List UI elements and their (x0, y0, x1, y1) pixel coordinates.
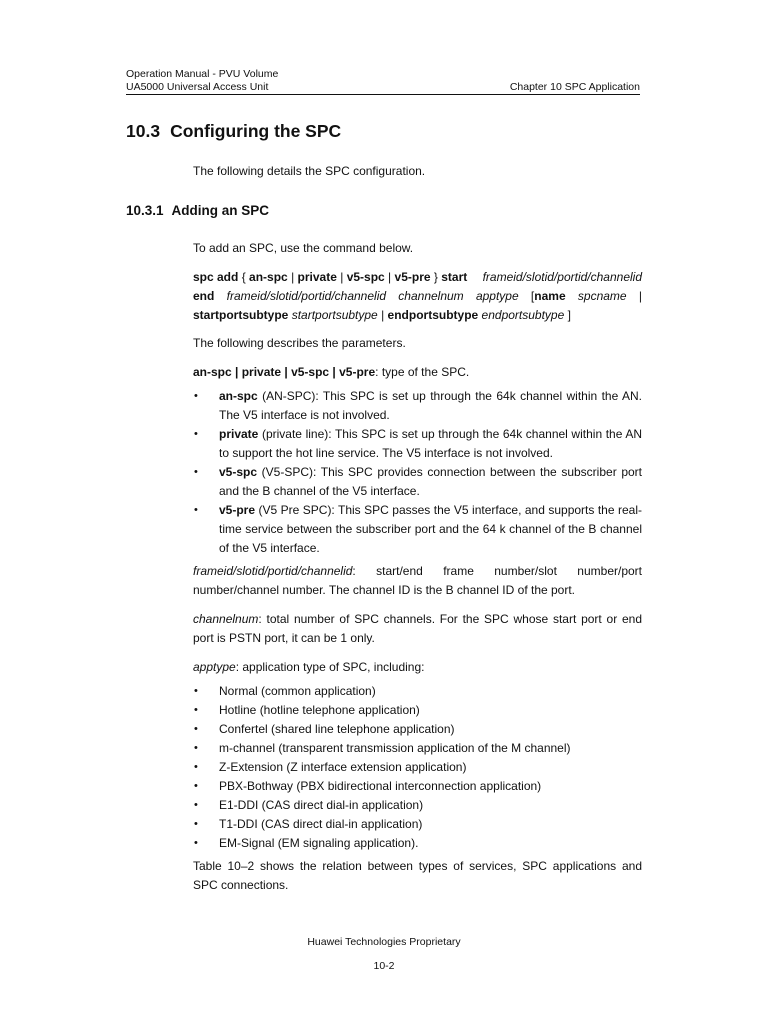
bullet-desc: (V5 Pre SPC): This SPC passes the V5 interface, and supports the real-time service between the subscriber port and the 64 k channel of the B channel of the V5 interface. (219, 503, 642, 555)
bullet-term: private (219, 427, 259, 441)
bullet-term: v5-spc (219, 465, 258, 479)
table-reference-paragraph: Table 10–2 shows the relation between types of services, SPC applications and SPC connections. (193, 859, 642, 892)
subsection-number: 10.3.1 (126, 203, 164, 218)
header-manual-title: Operation Manual - PVU Volume (126, 68, 279, 80)
apptype-term: apptype (193, 660, 236, 674)
cmd-keyword: name (534, 289, 566, 303)
list-item: • Hotline (hotline telephone application) (193, 701, 642, 720)
cmd-param: endportsubtype (481, 308, 565, 322)
list-item: • m-channel (transparent transmission application of the M channel) (193, 739, 642, 758)
section-title: Configuring the SPC (170, 121, 342, 141)
footer-company: Huawei Technologies Proprietary (307, 936, 461, 948)
list-item: • T1-DDI (CAS direct dial-in application) (193, 815, 642, 834)
list-item (193, 463, 642, 501)
cmd-param: frameid/slotid/portid/channelid (482, 270, 642, 284)
cmd-keyword: end (193, 289, 215, 303)
cmd-param: spcname (577, 289, 627, 303)
cmd-keyword: private (297, 270, 337, 284)
cmd-keyword: endportsubtype (387, 308, 479, 322)
cmd-keyword: startportsubtype (193, 308, 289, 322)
list-item: • PBX-Bothway (PBX bidirectional interconnection application) (193, 777, 642, 796)
cmd-text: | (287, 270, 298, 284)
bullet-term: an-spc (219, 389, 258, 403)
header-left (126, 68, 278, 94)
subsection-title: Adding an SPC (171, 203, 270, 218)
cmd-keyword: v5-spc (346, 270, 385, 284)
bullet-term: v5-pre (219, 503, 256, 517)
section-heading (126, 121, 341, 142)
type-term: an-spc | private | v5-spc | v5-pre (193, 365, 376, 379)
cmd-keyword: an-spc (249, 270, 288, 284)
cmd-text: ] (564, 308, 571, 322)
command-syntax (193, 268, 642, 325)
cmd-param: startportsubtype (291, 308, 378, 322)
header-product-name: UA5000 Universal Access Unit (126, 81, 269, 93)
cmd-text: { (238, 270, 250, 284)
channelnum-desc: : total number of SPC channels. For the SPC whose start port or end port is PSTN port, it can be 1 only. (193, 612, 642, 645)
frame-desc: : start/end frame number/slot number/port number/channel number. The channel ID is the B channel ID of the port. (193, 564, 642, 597)
intro-paragraph: The following details the SPC configuration. (193, 164, 426, 178)
list-item: • E1-DDI (CAS direct dial-in application) (193, 796, 642, 815)
cmd-keyword: spc add (193, 270, 239, 284)
list-item: • Z-Extension (Z interface extension application) (193, 758, 642, 777)
cmd-param: channelnum (398, 289, 464, 303)
list-item: • Confertel (shared line telephone application) (193, 720, 642, 739)
apptype-desc: : application type of SPC, including: (235, 660, 425, 674)
cmd-param: frameid/slotid/portid/channelid (226, 289, 387, 303)
cmd-keyword: v5-pre (394, 270, 431, 284)
list-item: • Normal (common application) (193, 682, 642, 701)
list-item (193, 387, 642, 425)
cmd-text: | (336, 270, 347, 284)
section-number: 10.3 (126, 121, 161, 141)
type-bullet-list (193, 387, 642, 558)
params-paragraph: The following describes the parameters. (193, 336, 406, 350)
bullet-desc: (AN-SPC): This SPC is set up through the 64k channel within the AN. The V5 interface is not involved. (219, 389, 642, 422)
cmd-text: } (430, 270, 442, 284)
footer-page-number: 10-2 (373, 960, 395, 972)
apptype-paragraph (193, 658, 642, 677)
bullet-desc: (V5-SPC): This SPC provides connection between the subscriber port and the B channel of the V5 interface. (219, 465, 642, 498)
cmd-text: | (384, 270, 395, 284)
type-desc: : type of the SPC. (375, 365, 470, 379)
list-item (193, 501, 642, 558)
header-rule (126, 94, 640, 95)
channelnum-paragraph (193, 610, 642, 648)
frame-param-paragraph (193, 562, 642, 600)
apptype-bullet-list (193, 682, 642, 853)
bullet-desc: (private line): This SPC is set up through the 64k channel within the AN to support the hot line service. The V5 interface is not involved. (219, 427, 642, 460)
add-spc-paragraph: To add an SPC, use the command below. (193, 241, 414, 255)
header-chapter: Chapter 10 SPC Application (509, 81, 640, 93)
cmd-text: [ (530, 289, 535, 303)
frame-term: frameid/slotid/portid/channelid (193, 564, 353, 578)
cmd-param: apptype (475, 289, 519, 303)
subsection-heading (126, 203, 269, 218)
type-line (193, 363, 642, 382)
channelnum-term: channelnum (193, 612, 259, 626)
cmd-text: | (377, 308, 388, 322)
list-item (193, 425, 642, 463)
cmd-text: | (638, 289, 642, 303)
list-item: • EM-Signal (EM signaling application). (193, 834, 642, 853)
cmd-keyword: start (441, 270, 468, 284)
